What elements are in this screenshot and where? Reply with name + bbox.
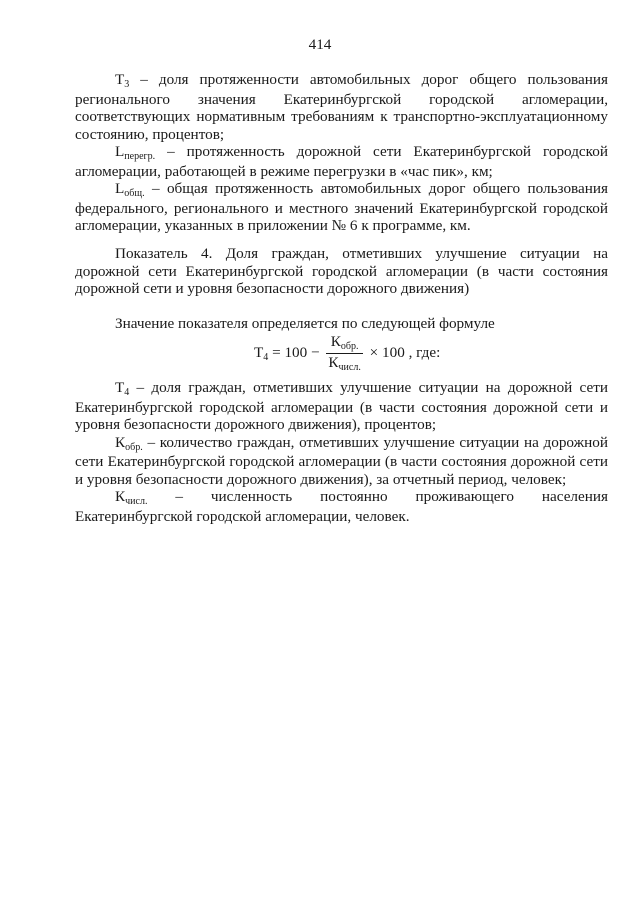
symbol-k-obr: К — [115, 433, 126, 451]
page-number: 414 — [308, 36, 332, 53]
denominator-subscript: числ. — [338, 362, 361, 373]
numerator-subscript: обр. — [340, 341, 359, 352]
definition-t4 — [75, 379, 608, 434]
indicator-4-block — [75, 245, 608, 298]
formula-intro-block — [75, 315, 608, 333]
definition-k-obr — [75, 434, 608, 489]
definition-l-peregr — [75, 143, 608, 180]
fraction-denominator — [326, 354, 362, 374]
formula-lhs-symbol: Т — [254, 343, 264, 361]
fraction-numerator — [326, 333, 362, 354]
indicator-4-heading: Показатель 4. Доля граждан, отметивших улучшение ситуации на дорожной сети Екатеринбургской городской агломерации (в части состояния дорожной сети и уровня безопасности дорожного движения) — [75, 245, 608, 297]
symbol-t3: Т — [115, 71, 125, 88]
symbol-k-chisl: К — [115, 488, 126, 505]
definition-k-chisl-text: – численность постоянно проживающего населения Екатеринбургской городской агломерации, человек. — [75, 488, 608, 525]
subscript-k-chisl: числ. — [125, 496, 148, 507]
definitions-block-2 — [75, 379, 608, 525]
definition-k-obr-text: – количество граждан, отметивших улучшение ситуации на дорожной сети Екатеринбургской городской агломерации (в части состояния дорожной сети и уровня безопасности дорожного движения), за отчетный период, человек; — [75, 433, 608, 488]
definition-l-obsh — [75, 180, 608, 235]
subscript-t4: 4 — [124, 387, 130, 398]
subscript-t3: 3 — [124, 79, 130, 90]
numerator-symbol: К — [330, 333, 341, 350]
definition-l-obsh-text: – общая протяженность автомобильных дорог общего пользования федерального, регионального и местного значений Екатеринбургской городской агломерации, указанных в приложении № 6 к программе, км. — [75, 180, 608, 234]
denominator-symbol: К — [328, 354, 339, 371]
formula-rhs: × 100 , где: — [365, 343, 441, 361]
definition-t3-text: – доля протяженности автомобильных дорог общего пользования регионального значения Екатеринбургской городской агломерации, соответствующих нормативным требованиям к транспортно-эксплуатационному состоянию, процентов; — [75, 71, 608, 143]
symbol-l-obsh: L — [115, 180, 125, 197]
formula-t4 — [254, 333, 440, 374]
definitions-block-1 — [75, 71, 608, 235]
formula-fraction — [326, 333, 362, 374]
symbol-l-peregr: L — [115, 143, 125, 160]
formula-equals: = 100 − — [268, 343, 324, 361]
definition-t3 — [75, 71, 608, 143]
subscript-l-peregr: перегр. — [124, 151, 156, 162]
definition-l-peregr-text: – протяженность дорожной сети Екатеринбургской городской агломерации, работающей в режиме перегрузки в «час пик», км; — [75, 143, 608, 180]
subscript-k-obr: обр. — [125, 441, 143, 453]
definition-k-chisl — [75, 488, 608, 525]
symbol-t4: Т — [115, 379, 125, 396]
definition-t4-text: – доля граждан, отметивших улучшение ситуации на дорожной сети Екатеринбургской городской агломерации (в части состояния дорожной сети и уровня безопасности дорожного движения), процентов; — [75, 379, 608, 433]
formula-intro: Значение показателя определяется по следующей формуле — [115, 315, 495, 332]
subscript-l-obsh: общ. — [124, 188, 145, 199]
formula-lhs-subscript: 4 — [263, 351, 269, 363]
